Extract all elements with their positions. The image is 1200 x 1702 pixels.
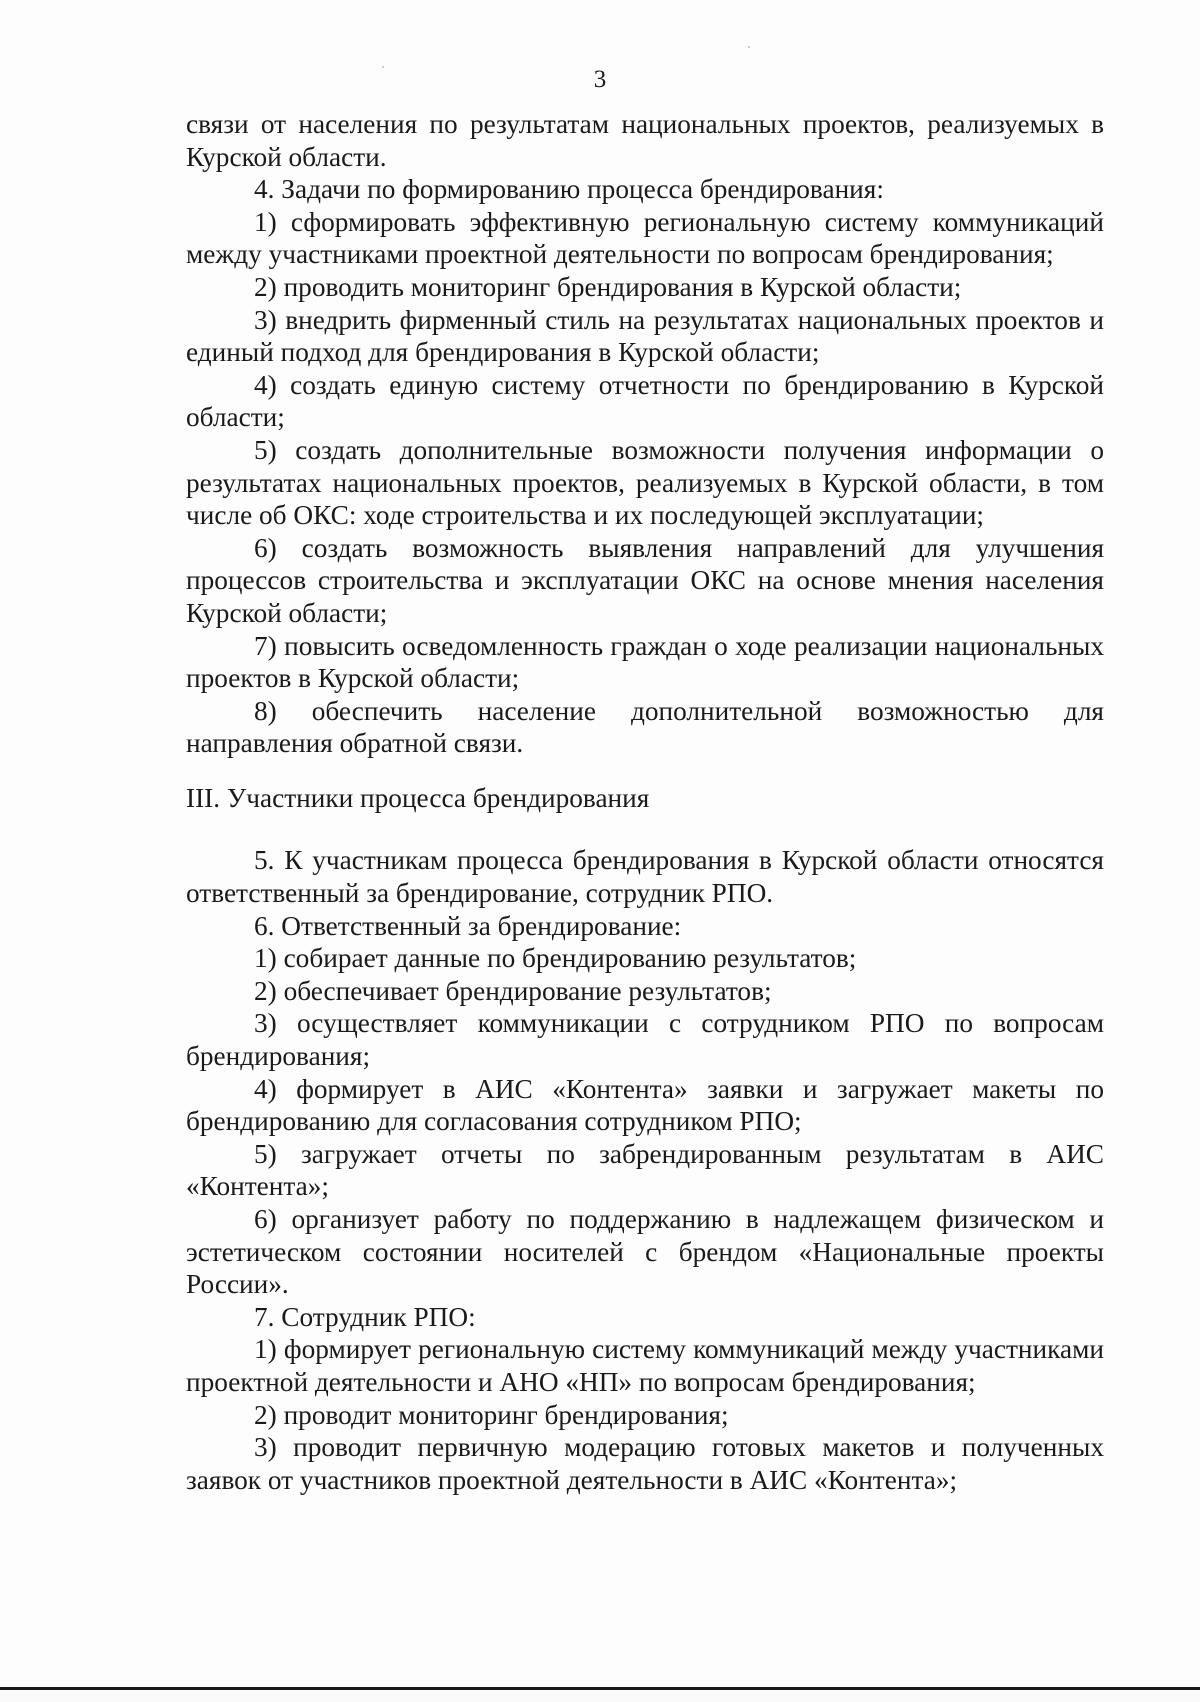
task-2: 2) проводить мониторинг брендирования в Курской области; bbox=[254, 271, 962, 302]
scan-speck bbox=[748, 46, 750, 48]
item-7-title: 7. Сотрудник РПО: bbox=[254, 1301, 476, 1332]
document-body bbox=[186, 108, 1104, 1496]
responsible-duty-6: 6) организует работу по поддержанию в надлежащем физическом и эстетическом состоянии носителей с брендом «Национальные проекты России». bbox=[186, 1204, 1104, 1300]
task-4: 4) создать единую систему отчетности по брендированию в Курской области; bbox=[186, 369, 1104, 433]
employee-duty-3: 3) проводит первичную модерацию готовых макетов и полученных заявок от участников проектной деятельности в АИС «Контента»; bbox=[186, 1432, 1104, 1495]
responsible-duty-2: 2) обеспечивает брендирование результатов; bbox=[254, 975, 772, 1006]
employee-duty-2: 2) проводит мониторинг брендирования; bbox=[254, 1399, 729, 1430]
responsible-duty-5: 5) загружает отчеты по забрендированным результатам в АИС «Контента»; bbox=[186, 1138, 1104, 1202]
task-7: 7) повысить осведомленность граждан о ходе реализации национальных проектов в Курской области; bbox=[186, 630, 1104, 694]
section-heading: III. Участники процесса брендирования bbox=[186, 782, 650, 813]
page-number: 3 bbox=[593, 66, 607, 93]
item-6-title: 6. Ответственный за брендирование: bbox=[254, 910, 682, 941]
scan-bottom-edge bbox=[0, 1687, 1200, 1702]
continuation-paragraph: связи от населения по результатам национальных проектов, реализуемых в Курской области. bbox=[186, 109, 1104, 172]
task-8: 8) обеспечить население дополнительной возможностью для направления обратной связи. bbox=[186, 695, 1104, 759]
task-6: 6) создать возможность выявления направлений для улучшения процессов строительства и эксплуатации ОКС на основе мнения населения Курской области; bbox=[186, 532, 1104, 628]
item-5: 5. К участникам процесса брендирования в Курской области относятся ответственный за брендирование, сотрудник РПО. bbox=[186, 845, 1104, 909]
task-3: 3) внедрить фирменный стиль на результатах национальных проектов и единый подход для брендирования в Курской области; bbox=[186, 304, 1104, 368]
responsible-duty-1: 1) собирает данные по брендированию результатов; bbox=[254, 943, 857, 974]
responsible-duty-4: 4) формирует в АИС «Контента» заявки и загружает макеты по брендированию для согласования сотрудником РПО; bbox=[186, 1073, 1104, 1137]
task-1: 1) сформировать эффективную региональную систему коммуникаций между участниками проектной деятельности по вопросам брендирования; bbox=[186, 206, 1104, 270]
employee-duty-1: 1) формирует региональную систему коммуникаций между участниками проектной деятельности и АНО «НП» по вопросам брендирования; bbox=[186, 1334, 1104, 1397]
task-5: 5) создать дополнительные возможности получения информации о результатах национальных проектов, реализуемых в Курской области, в том числе об ОКС: ходе строительства и их последующей эксплуатации; bbox=[186, 434, 1104, 531]
item-4-title: 4. Задачи по формированию процесса брендирования: bbox=[254, 174, 884, 205]
responsible-duty-3: 3) осуществляет коммуникации с сотрудником РПО по вопросам брендирования; bbox=[186, 1008, 1104, 1072]
